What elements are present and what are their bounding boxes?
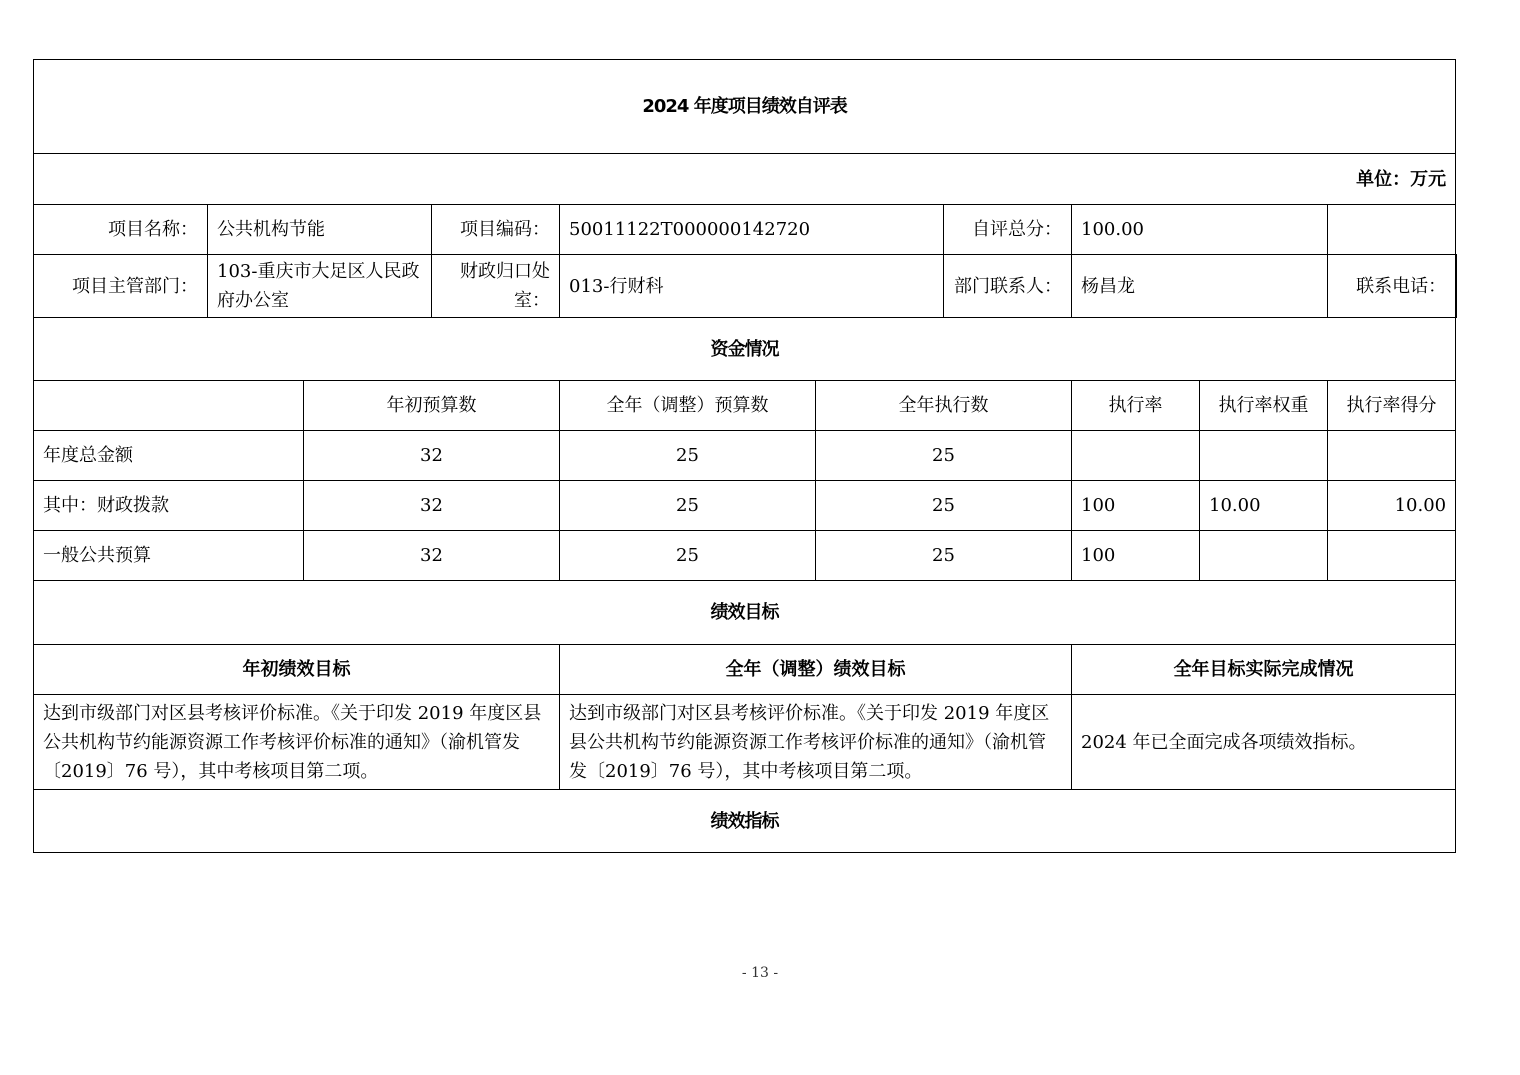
unit-label: 单位：万元 [34, 154, 1456, 205]
funds-initial: 32 [304, 431, 560, 481]
funds-header-blank [34, 381, 304, 431]
funds-header-executed: 全年执行数 [816, 381, 1072, 431]
funds-executed: 25 [816, 431, 1072, 481]
project-code-value: 50011122T000000142720 [560, 205, 944, 255]
goals-header-actual: 全年目标实际完成情况 [1072, 645, 1456, 695]
funds-rate [1072, 431, 1200, 481]
goals-header-initial: 年初绩效目标 [34, 645, 560, 695]
score-label: 自评总分： [944, 205, 1072, 255]
goals-header-adjusted: 全年（调整）绩效目标 [560, 645, 1072, 695]
funds-header-score: 执行率得分 [1328, 381, 1456, 431]
funds-score [1328, 431, 1456, 481]
funds-weight [1200, 431, 1328, 481]
page-number: - 13 - [741, 965, 779, 981]
indicators-section-title: 绩效指标 [34, 790, 1456, 853]
funds-row-label: 一般公共预算 [34, 531, 304, 581]
funds-initial: 32 [304, 481, 560, 531]
funds-rate: 100 [1072, 481, 1200, 531]
project-name-label: 项目名称： [34, 205, 208, 255]
funds-row-label: 年度总金额 [34, 431, 304, 481]
funds-header-rate: 执行率 [1072, 381, 1200, 431]
funds-executed: 25 [816, 531, 1072, 581]
dept-value: 103-重庆市大足区人民政府办公室 [208, 255, 432, 318]
project-name-value: 公共机构节能 [208, 205, 432, 255]
funds-header-adjusted: 全年（调整）预算数 [560, 381, 816, 431]
dept-label: 项目主管部门： [34, 255, 208, 318]
funds-weight: 10.00 [1200, 481, 1328, 531]
finance-value: 013-行财科 [560, 255, 944, 318]
finance-label: 财政归口处室： [432, 255, 560, 318]
funds-rate: 100 [1072, 531, 1200, 581]
goals-actual-text: 2024 年已全面完成各项绩效指标。 [1072, 695, 1456, 790]
performance-table [33, 59, 1457, 853]
funds-section-title: 资金情况 [34, 318, 1456, 381]
goals-section-title: 绩效目标 [34, 581, 1456, 645]
funds-header-weight: 执行率权重 [1200, 381, 1328, 431]
phone-value [1456, 255, 1457, 318]
funds-executed: 25 [816, 481, 1072, 531]
funds-adjusted: 25 [560, 431, 816, 481]
contact-value: 杨昌龙 [1072, 255, 1328, 318]
goals-adjusted-text: 达到市级部门对区县考核评价标准。《关于印发 2019 年度区县公共机构节约能源资源工作考核评价标准的通知》（渝机管发〔2019〕76 号），其中考核项目第二项。 [560, 695, 1072, 790]
funds-row-label: 其中：财政拨款 [34, 481, 304, 531]
project-code-label: 项目编码： [432, 205, 560, 255]
funds-initial: 32 [304, 531, 560, 581]
page-title: 2024 年度项目绩效自评表 [34, 60, 1456, 154]
funds-adjusted: 25 [560, 481, 816, 531]
funds-header-initial: 年初预算数 [304, 381, 560, 431]
score-value: 100.00 [1072, 205, 1328, 255]
funds-weight [1200, 531, 1328, 581]
table-row [34, 431, 1457, 481]
table-row [34, 531, 1457, 581]
phone-label: 联系电话： [1328, 255, 1456, 318]
table-row [34, 481, 1457, 531]
empty-cell [1328, 205, 1456, 255]
goals-initial-text: 达到市级部门对区县考核评价标准。《关于印发 2019 年度区县公共机构节约能源资源工作考核评价标准的通知》（渝机管发〔2019〕76 号），其中考核项目第二项。 [34, 695, 560, 790]
funds-adjusted: 25 [560, 531, 816, 581]
contact-label: 部门联系人： [944, 255, 1072, 318]
funds-score: 10.00 [1328, 481, 1456, 531]
funds-score [1328, 531, 1456, 581]
